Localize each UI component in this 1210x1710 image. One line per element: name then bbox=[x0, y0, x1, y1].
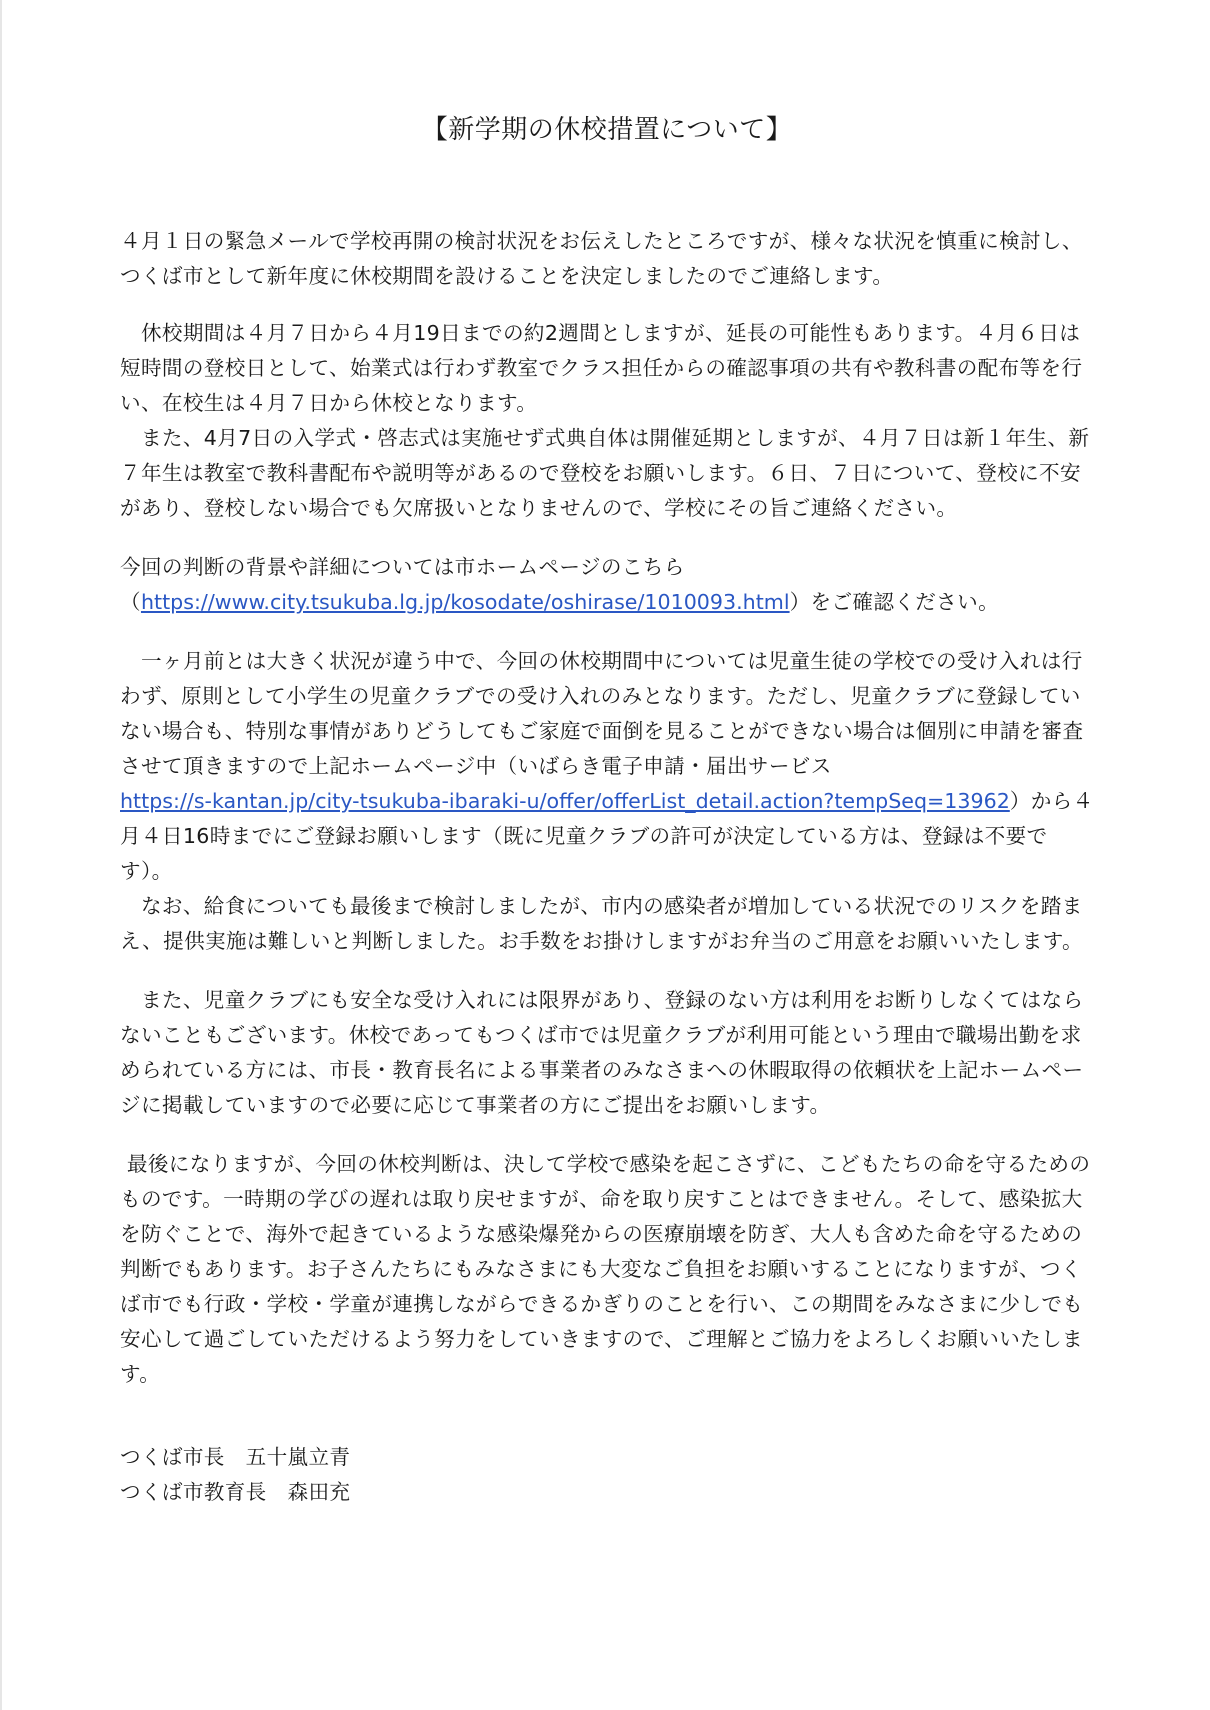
paragraph-childcare-text: 一ヶ月前とは大きく状況が違う中で、今回の休校期間中については児童生徒の学校での受け入れは行わず、原則として小学生の児童クラブでの受け入れのみとなります。ただし、児童クラブに登録していない場合も、特別な事情がありどうしてもご家庭で面倒を見ることができない場合は個別に申請を審査させて頂きますので上記ホームページ中（いばらき電子申請・届出サービス bbox=[120, 649, 1084, 778]
paragraph-homepage-reference bbox=[120, 550, 1095, 620]
e-application-link[interactable]: https://s-kantan.jp/city-tsukuba-ibaraki-u/offer/offerList_detail.action?tempSeq=13962 bbox=[120, 789, 1010, 813]
paragraph-entrance-ceremony: また、4月7日の入学式・啓志式は実施せず式典自体は開催延期としますが、４月７日は新１年生、新７年生は教室で教科書配布や説明等があるので登校をお願いします。６日、７日について、登校に不安があり、登校しない場合でも欠席扱いとなりませんので、学校にその旨ご連絡ください。 bbox=[120, 426, 1090, 520]
paragraph-closure-period: 休校期間は４月７日から４月19日までの約2週間としますが、延長の可能性もあります。４月６日は短時間の登校日として、始業式は行わず教室でクラス担任からの確認事項の共有や教科書の配布等を行い、在校生は４月７日から休校となります。 bbox=[120, 321, 1083, 415]
paragraph-childcare-text-end: ）から４月４日16時までにご登録お願いします（既に児童クラブの許可が決定している方は、登録は不要です）。 bbox=[120, 789, 1094, 883]
document-body bbox=[120, 224, 1095, 1510]
city-homepage-link[interactable]: https://www.city.tsukuba.lg.jp/kosodate/oshirase/1010093.html bbox=[140, 590, 790, 614]
paragraph-homepage-text: 今回の判断の背景や詳細については市ホームページのこちら （ bbox=[120, 555, 685, 614]
signature-mayor: つくば市長 五十嵐立青 bbox=[120, 1445, 351, 1469]
paragraph-school-lunch: なお、給食についても最後まで検討しましたが、市内の感染者が増加している状況でのリスクを踏まえ、提供実施は難しいと判断しました。お手数をお掛けしますがお弁当のご用意をお願いいたします。 bbox=[120, 894, 1083, 953]
paragraph-homepage-text-end: ）をご確認ください。 bbox=[789, 590, 1000, 614]
paragraph-childcare-club bbox=[120, 644, 1095, 889]
page-title: 【新学期の休校措置について】 bbox=[421, 115, 793, 145]
signature-superintendent: つくば市教育長 森田充 bbox=[120, 1480, 351, 1504]
paragraph-employer-request: また、児童クラブにも安全な受け入れには限界があり、登録のない方は利用をお断りしなくてはならないこともございます。休校であってもつくば市では児童クラブが利用可能という理由で職場出勤を求められている方には、市長・教育長名による事業者のみなさまへの休暇取得の依頼状を上記ホームページに掲載していますので必要に応じて事業者の方にご提出をお願いします。 bbox=[120, 988, 1084, 1117]
paragraph-intro: ４月１日の緊急メールで学校再開の検討状況をお伝えしたところですが、様々な状況を慎重に検討し、つくば市として新年度に休校期間を設けることを決定しましたのでご連絡します。 bbox=[120, 229, 1083, 288]
paragraph-closing: 最後になりますが、今回の休校判断は、決して学校で感染を起こさずに、こどもたちの命を守るためのものです。一時期の学びの遅れは取り戻せますが、命を取り戻すことはできません。そして、感染拡大を防ぐことで、海外で起きているような感染爆発からの医療崩壊を防ぎ、大人も含めた命を守るための判断でもあります。お子さんたちにもみなさまにも大変なご負担をお願いすることになりますが、つくば市でも行政・学校・学童が連携しながらできるかぎりのことを行い、この期間をみなさまに少しでも安心して過ごしていただけるよう努力をしていきますので、ご理解とご協力をよろしくお願いいたします。 bbox=[120, 1152, 1091, 1386]
